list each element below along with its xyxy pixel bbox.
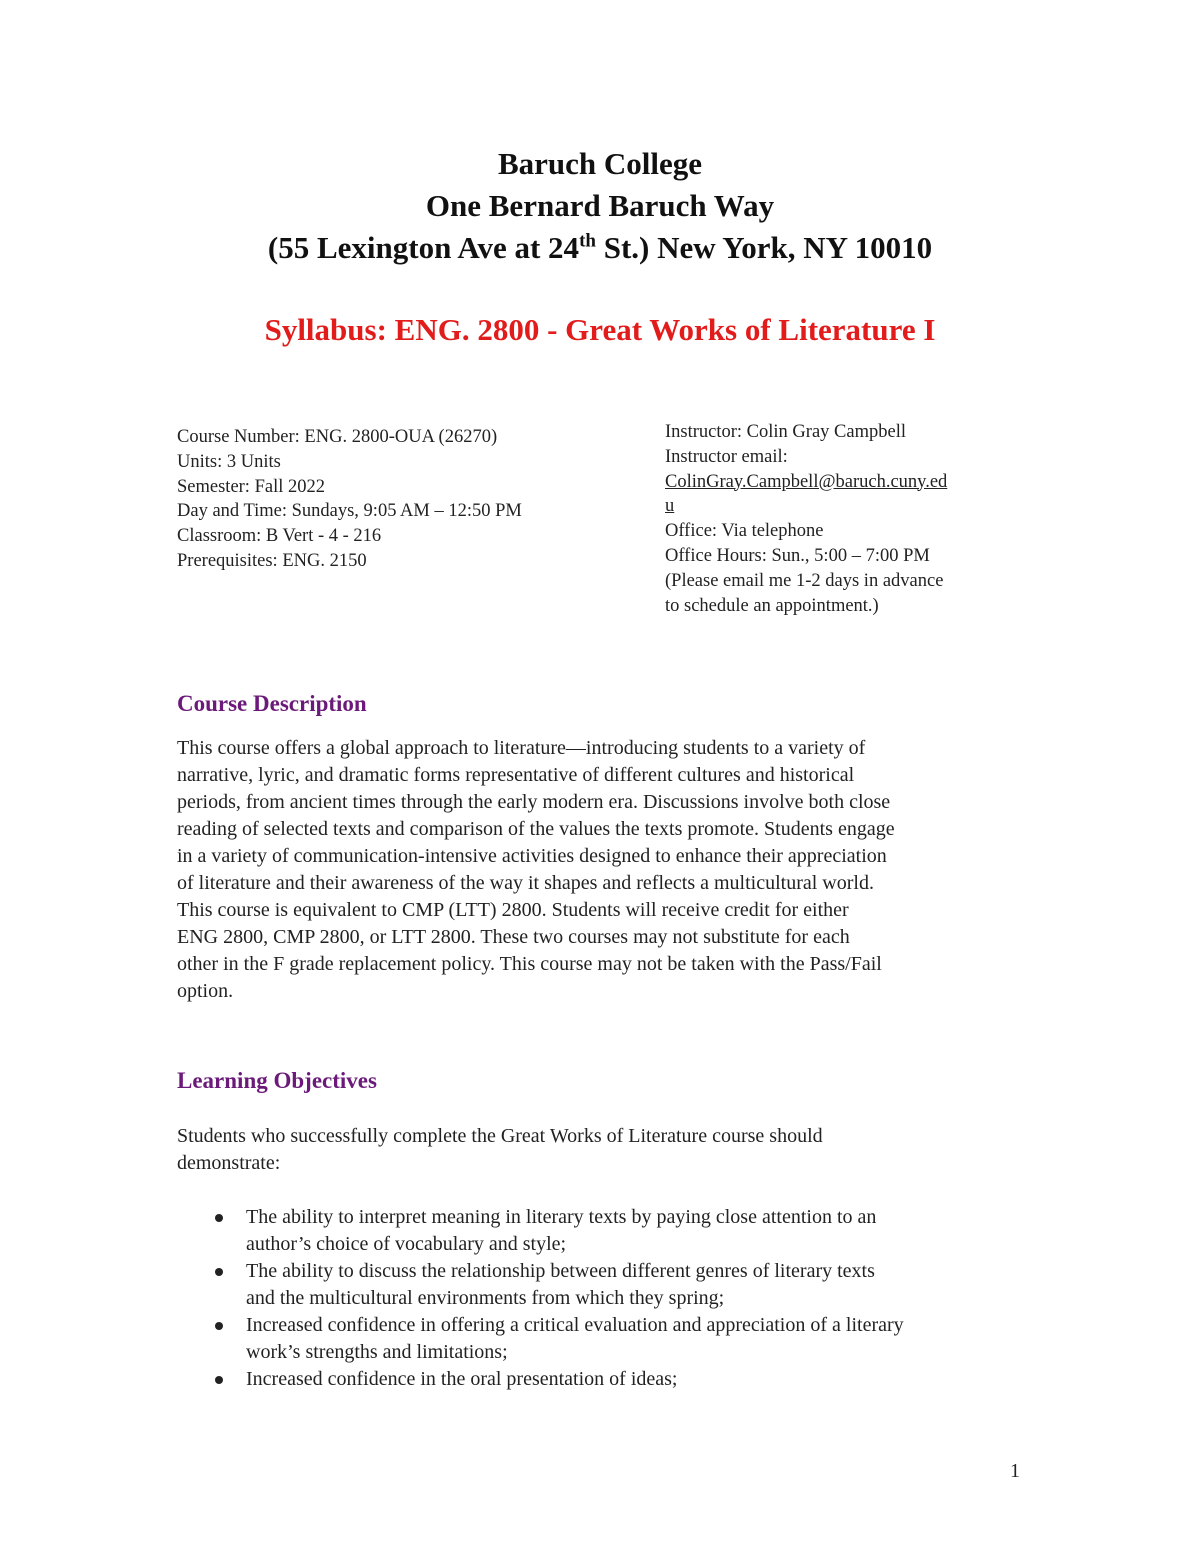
list-item-text: author’s choice of vocabulary and style;	[246, 1233, 567, 1255]
learning-objectives-heading: Learning Objectives	[177, 1068, 377, 1093]
address-part: (55 Lexington Ave at 24	[267, 230, 580, 265]
list-item-text: work’s strengths and limitations;	[246, 1341, 508, 1363]
instructor-email-link-continued[interactable]: u	[665, 496, 675, 517]
list-item	[177, 1312, 1037, 1366]
paragraph-line: in a variety of communication-intensive activities designed to enhance their appreciation	[177, 845, 887, 867]
syllabus-title: Syllabus: ENG. 2800 - Great Works of Literature I	[264, 312, 936, 347]
instructor-email-label: Instructor email:	[665, 446, 788, 467]
course-number: Course Number: ENG. 2800-OUA (26270)	[177, 427, 498, 447]
instructor-email-link[interactable]: ColinGray.Campbell@baruch.cuny.ed	[665, 471, 948, 492]
course-semester: Semester: Fall 2022	[177, 476, 325, 497]
paragraph-line: periods, from ancient times through the early modern era. Discussions involve both close	[177, 791, 891, 813]
appointment-note-continued: to schedule an appointment.)	[665, 595, 879, 616]
college-address	[0, 227, 1200, 269]
paragraph-line: option.	[177, 980, 234, 1002]
instructor-office: Office: Via telephone	[665, 521, 824, 542]
course-prerequisites: Prerequisites: ENG. 2150	[177, 550, 367, 571]
list-item	[177, 1366, 1037, 1393]
paragraph-line: of literature and their awareness of the way it shapes and reflects a multicultural world.	[177, 872, 874, 894]
bullet-icon	[215, 1268, 223, 1276]
course-description-body	[177, 735, 1037, 1005]
college-name: Baruch College	[497, 146, 703, 181]
bullet-icon	[215, 1322, 223, 1330]
appointment-note: (Please email me 1-2 days in advance	[665, 570, 944, 591]
list-item-text: The ability to interpret meaning in literary texts by paying close attention to an	[246, 1206, 877, 1228]
bullet-icon	[215, 1376, 223, 1384]
list-item-text: and the multicultural environments from which they spring;	[246, 1287, 725, 1309]
paragraph-line: This course is equivalent to CMP (LTT) 2800. Students will receive credit for either	[177, 899, 849, 921]
intro-line: Students who successfully complete the Great Works of Literature course should	[177, 1125, 823, 1147]
learning-objectives-intro	[177, 1123, 1037, 1177]
list-item-text: The ability to discuss the relationship between different genres of literary texts	[246, 1260, 875, 1282]
address-part: St.) New York, NY 10010	[595, 230, 933, 265]
paragraph-line: narrative, lyric, and dramatic forms representative of different cultures and historical	[177, 764, 855, 786]
list-item-text: Increased confidence in the oral presentation of ideas;	[246, 1368, 678, 1390]
instructor-info	[665, 420, 1025, 618]
instructor-name: Instructor: Colin Gray Campbell	[665, 422, 906, 442]
course-classroom: Classroom: B Vert - 4 - 216	[177, 526, 382, 547]
college-header	[0, 143, 1200, 269]
list-item	[177, 1258, 1037, 1312]
page-number: 1	[1010, 1460, 1020, 1482]
course-description-heading: Course Description	[177, 691, 367, 716]
paragraph-line: This course offers a global approach to literature—introducing students to a variety of	[177, 737, 866, 759]
paragraph-line: other in the F grade replacement policy. This course may not be taken with the Pass/Fail	[177, 953, 882, 975]
bullet-icon	[215, 1214, 223, 1222]
address-superscript: th	[579, 230, 596, 252]
course-info	[177, 425, 617, 574]
list-item-text: Increased confidence in offering a critical evaluation and appreciation of a literary	[246, 1314, 904, 1336]
paragraph-line: ENG 2800, CMP 2800, or LTT 2800. These two courses may not substitute for each	[177, 926, 850, 948]
list-item	[177, 1204, 1037, 1258]
intro-line: demonstrate:	[177, 1152, 281, 1174]
instructor-office-hours: Office Hours: Sun., 5:00 – 7:00 PM	[665, 545, 930, 566]
paragraph-line: reading of selected texts and comparison of the values the texts promote. Students engage	[177, 818, 895, 840]
course-day-time: Day and Time: Sundays, 9:05 AM – 12:50 PM	[177, 501, 522, 522]
college-street: One Bernard Baruch Way	[425, 188, 775, 223]
course-units: Units: 3 Units	[177, 451, 281, 472]
learning-objectives-list	[177, 1204, 1037, 1393]
